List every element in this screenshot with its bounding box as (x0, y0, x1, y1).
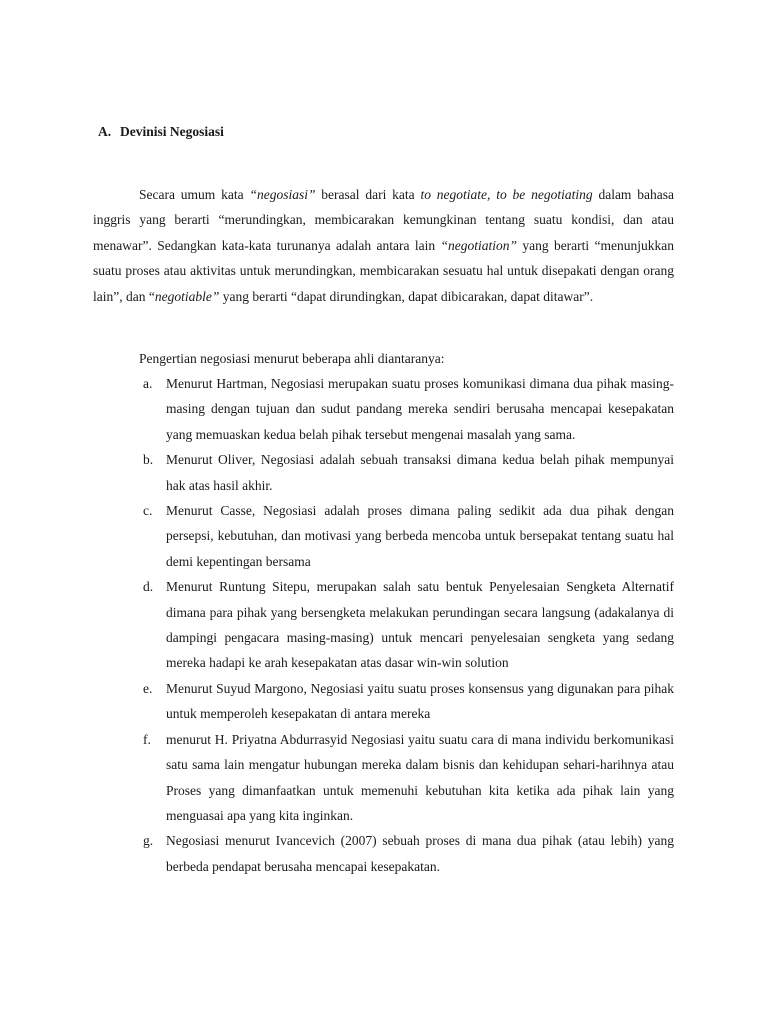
list-marker: d. (143, 579, 154, 595)
list-item-text: Menurut Casse, Negosiasi adalah proses dimana paling sedikit ada dua pihak dengan persepsi, kebutuhan, dan motivasi yang berbeda mencoba untuk bersepakat tentang suatu hal demi kepentingan bersama (166, 503, 674, 569)
list-intro: Pengertian negosiasi menurut beberapa ahli diantaranya: (139, 351, 445, 366)
list-item (0, 828, 768, 879)
list-item-text: menurut H. Priyatna Abdurrasyid Negosiasi yaitu suatu cara di mana individu berkomunikasi satu sama lain mengatur hubungan mereka dalam bisnis dan kehidupan sehari-harihnya atau Proses yang dimanfaatkan untuk memenuhi kebutuhan kita ketika ada pihak lain yang menguasai apa yang kita inginkan. (166, 731, 674, 823)
paragraph-text: dalam bahasa inggris yang berarti “merundingkan, membicarakan kemungkinan tentang suatu kondisi, dan atau menawar”. Sedangkan kata-kata turunanya adalah antara lain (93, 187, 674, 253)
list-item-text: Menurut Runtung Sitepu, merupakan salah satu bentuk Penyelesaian Sengketa Alternatif dimana para pihak yang bersengketa melakukan perundingan secara langsung (adakalanya di dampingi pengacara masing-masing) untuk mencari penyelesaian sengketa yang sedang mereka hadapi ke arah kesepakatan atas dasar win-win solution (166, 579, 674, 671)
italic-term: “negosiasi” (249, 187, 316, 202)
italic-term: “negotiation” (440, 237, 517, 253)
list-marker: f. (143, 731, 151, 747)
section-heading (98, 124, 224, 140)
paragraph-text: berasal dari kata (315, 187, 421, 202)
list-marker: a. (143, 376, 153, 391)
expert-definitions-list (0, 371, 768, 879)
list-item-text: Negosiasi menurut Ivancevich (2007) sebuah proses di mana dua pihak (atau lebih) yang berbeda pendapat berusaha mencapai kesepakatan. (166, 833, 674, 874)
list-marker: e. (143, 680, 153, 696)
list-item (0, 498, 768, 574)
list-item (0, 574, 768, 676)
list-item (0, 727, 768, 829)
definition-paragraph (93, 182, 674, 309)
list-marker: g. (143, 833, 154, 849)
paragraph-text: yang berarti “dapat dirundingkan, dapat dibicarakan, dapat ditawar”. (219, 288, 594, 304)
section-number: A. (98, 124, 112, 139)
italic-term: negotiable” (154, 288, 220, 304)
list-item (0, 371, 768, 447)
list-item-text: Menurut Oliver, Negosiasi adalah sebuah transaksi dimana kedua belah pihak mempunyai hak atas hasil akhir. (166, 452, 674, 493)
section-title: Devinisi Negosiasi (120, 124, 224, 139)
list-item-text: Menurut Suyud Margono, Negosiasi yaitu suatu proses konsensus yang digunakan para pihak untuk memperoleh kesepakatan di antara mereka (166, 680, 674, 722)
list-marker: c. (143, 503, 153, 519)
italic-term: to negotiate, to be negotiating (420, 187, 593, 202)
list-item (0, 676, 768, 727)
paragraph-text: Secara umum kata (139, 187, 250, 202)
list-item-text: Menurut Hartman, Negosiasi merupakan suatu proses komunikasi dimana dua pihak masing-masing dengan tujuan dan sudut pandang mereka sendiri berusaha mencapai kesepakatan yang memuaskan kedua belah pihak tersebut mengenai masalah yang sama. (166, 376, 674, 442)
list-item (0, 447, 768, 498)
list-marker: b. (143, 452, 154, 468)
paragraph-text: yang berarti “menunjukkan suatu proses atau aktivitas untuk merundingkan, membicarakan sesuatu hal untuk disepakati dengan orang lain”, dan “ (93, 237, 674, 304)
